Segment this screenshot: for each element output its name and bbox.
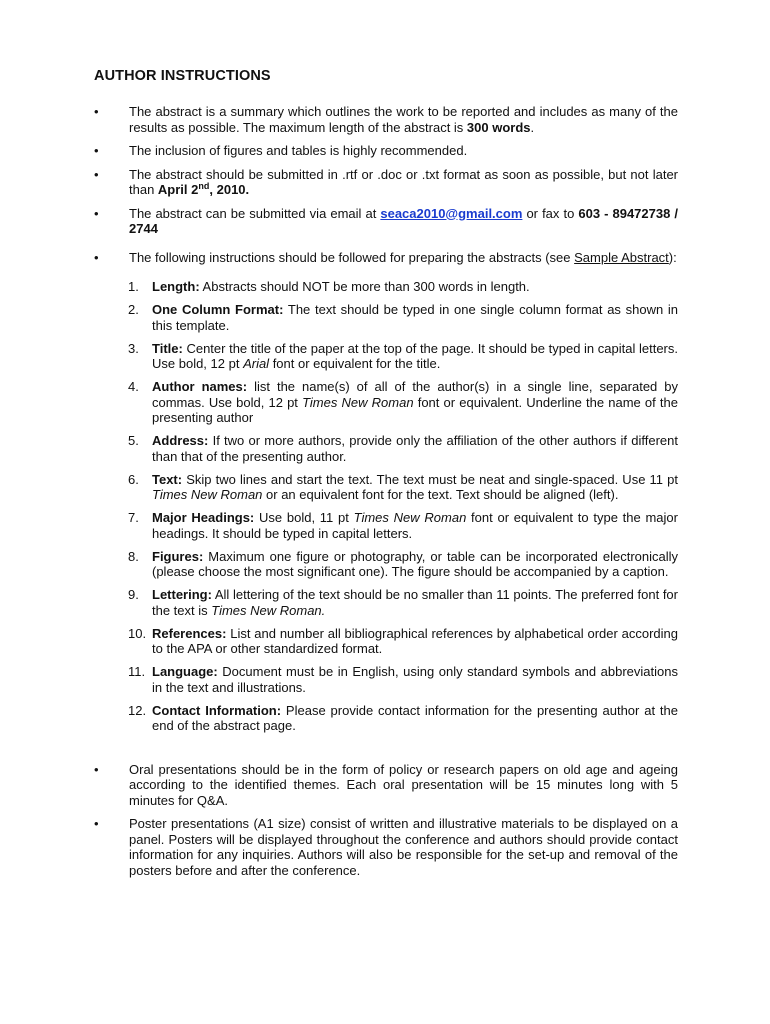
fax-number: 603 - 89472738 / 2744: [129, 205, 678, 236]
step-item: 11. Language: Document must be in English, using only standard symbols and abbreviations in the text and illustrations.: [128, 664, 678, 695]
list-item: • The abstract is a summary which outlines the work to be reported and includes as many of the results as possible. The maximum length of the abstract is 300 words.: [94, 104, 678, 135]
bullet-icon: •: [94, 143, 99, 158]
step-item: 10. References: List and number all bibliographical references by alphabetical order according to the APA or other standardized format.: [128, 625, 678, 656]
step-item: 12. Contact Information: Please provide contact information for the presenting author at the end of the abstract page.: [128, 702, 679, 733]
step-item: 8. Figures: Maximum one figure or photography, or table can be incorporated electronically (please choose the most significant one). The figure should be accompanied by a caption.: [128, 548, 678, 579]
step-item: 7. Major Headings: Use bold, 11 pt Times New Roman font or equivalent to type the major headings. It should be typed in capital letters.: [128, 510, 678, 541]
list-item: • The abstract can be submitted via email at seaca2010@gmail.com or fax to 603 - 89472738 / 2744: [94, 205, 678, 236]
preparation-steps: [0, 279, 770, 734]
bullet-icon: •: [94, 761, 99, 777]
page-title: AUTHOR INSTRUCTIONS: [94, 68, 271, 84]
step-item: 3. Title: Center the title of the paper at the top of the page. It should be typed in capital letters. Use bold, 12 pt Arial font or equivalent for the title.: [128, 340, 678, 371]
step-item: 5. Address: If two or more authors, provide only the affiliation of the other authors if different than that of the presenting author.: [128, 433, 678, 464]
bullet-icon: •: [94, 104, 99, 119]
step-item: 2. One Column Format: The text should be typed in one single column format as shown in this template.: [128, 302, 679, 333]
email-link[interactable]: seaca2010@gmail.com: [380, 205, 523, 221]
step-item: 6. Text: Skip two lines and start the text. The text must be neat and single-spaced. Use 11 pt Times New Roman or an equivalent font for the text. Text should be aligned (left).: [128, 471, 678, 502]
list-item: • The inclusion of figures and tables is highly recommended.: [94, 143, 468, 158]
list-item: • The abstract should be submitted in .rtf or .doc or .txt format as soon as possible, but not later than April 2nd, 2010.: [94, 166, 678, 197]
sample-abstract-link[interactable]: Sample Abstract: [574, 249, 669, 265]
list-item: • The following instructions should be followed for preparing the abstracts (see Sample Abstract): 1. Length: Abstracts should NOT be more than 300 words in length. 2. One Column Format: The text should be typed in one single column format as shown in this template. 3. Title: Center the title of the paper at the top of the page. It should be typed in capital letters. Use bold, 12 pt Arial font or equivalent for the title. 4. Author names: list the name(s) of all of the author(s) in a single line, separated by commas. Use bold, 12 pt Times New Roman font or equivalent. Underline the name of the presenting author 5. Address: If two or more authors, provide only the affiliation of the other authors if different than that of the presenting author. 6. Text: Skip two lines and start the text. The text must be neat and single-spaced. Use 11 pt Times New Roman or an equivalent font for the text. Text should be aligned (left). 7. Major Headings: Use bold, 11 pt Times New Roman font or equivalent to type the major headings. It should be typed in capital letters. 8. Figures: Maximum one figure or photography, or table can be incorporated electronically (please choose the most significant one). The figure should be accompanied by a caption. 9. Lettering: All lettering of the text should be no smaller than 11 points. The preferred font for the text is Times New Roman. 10. References: List and number all bibliographical references by alphabetical order according to the APA or other standardized format. 11. Language: Document must be in English, using only standard symbols and abbreviations in the text and illustrations. 12. Contact Information: Please provide contact information for the presenting author at the end of the abstract page.: [0, 250, 770, 734]
instructions-list: [0, 104, 770, 878]
bullet-icon: •: [94, 166, 99, 182]
bullet-icon: •: [94, 816, 99, 831]
step-item: 1. Length: Abstracts should NOT be more than 300 words in length.: [128, 279, 530, 294]
list-item: • Oral presentations should be in the form of policy or research papers on old age and ageing according to the identified themes. Each oral presentation will be 15 minutes long with 5 minutes for Q&A.: [94, 761, 678, 808]
bullet-icon: •: [94, 205, 99, 221]
list-item: • Poster presentations (A1 size) consist of written and illustrative materials to be displayed on a panel. Posters will be displayed throughout the conference and authors should provide contact information for any inquiries. Authors will also be responsible for the set-up and removal of the posters before and after the conference.: [94, 816, 678, 878]
step-item: 4. Author names: list the name(s) of all of the author(s) in a single line, separated by commas. Use bold, 12 pt Times New Roman font or equivalent. Underline the name of the presenting author: [128, 379, 678, 425]
bullet-icon: •: [94, 249, 99, 265]
step-item: 9. Lettering: All lettering of the text should be no smaller than 11 points. The preferred font for the text is Times New Roman.: [128, 587, 678, 618]
